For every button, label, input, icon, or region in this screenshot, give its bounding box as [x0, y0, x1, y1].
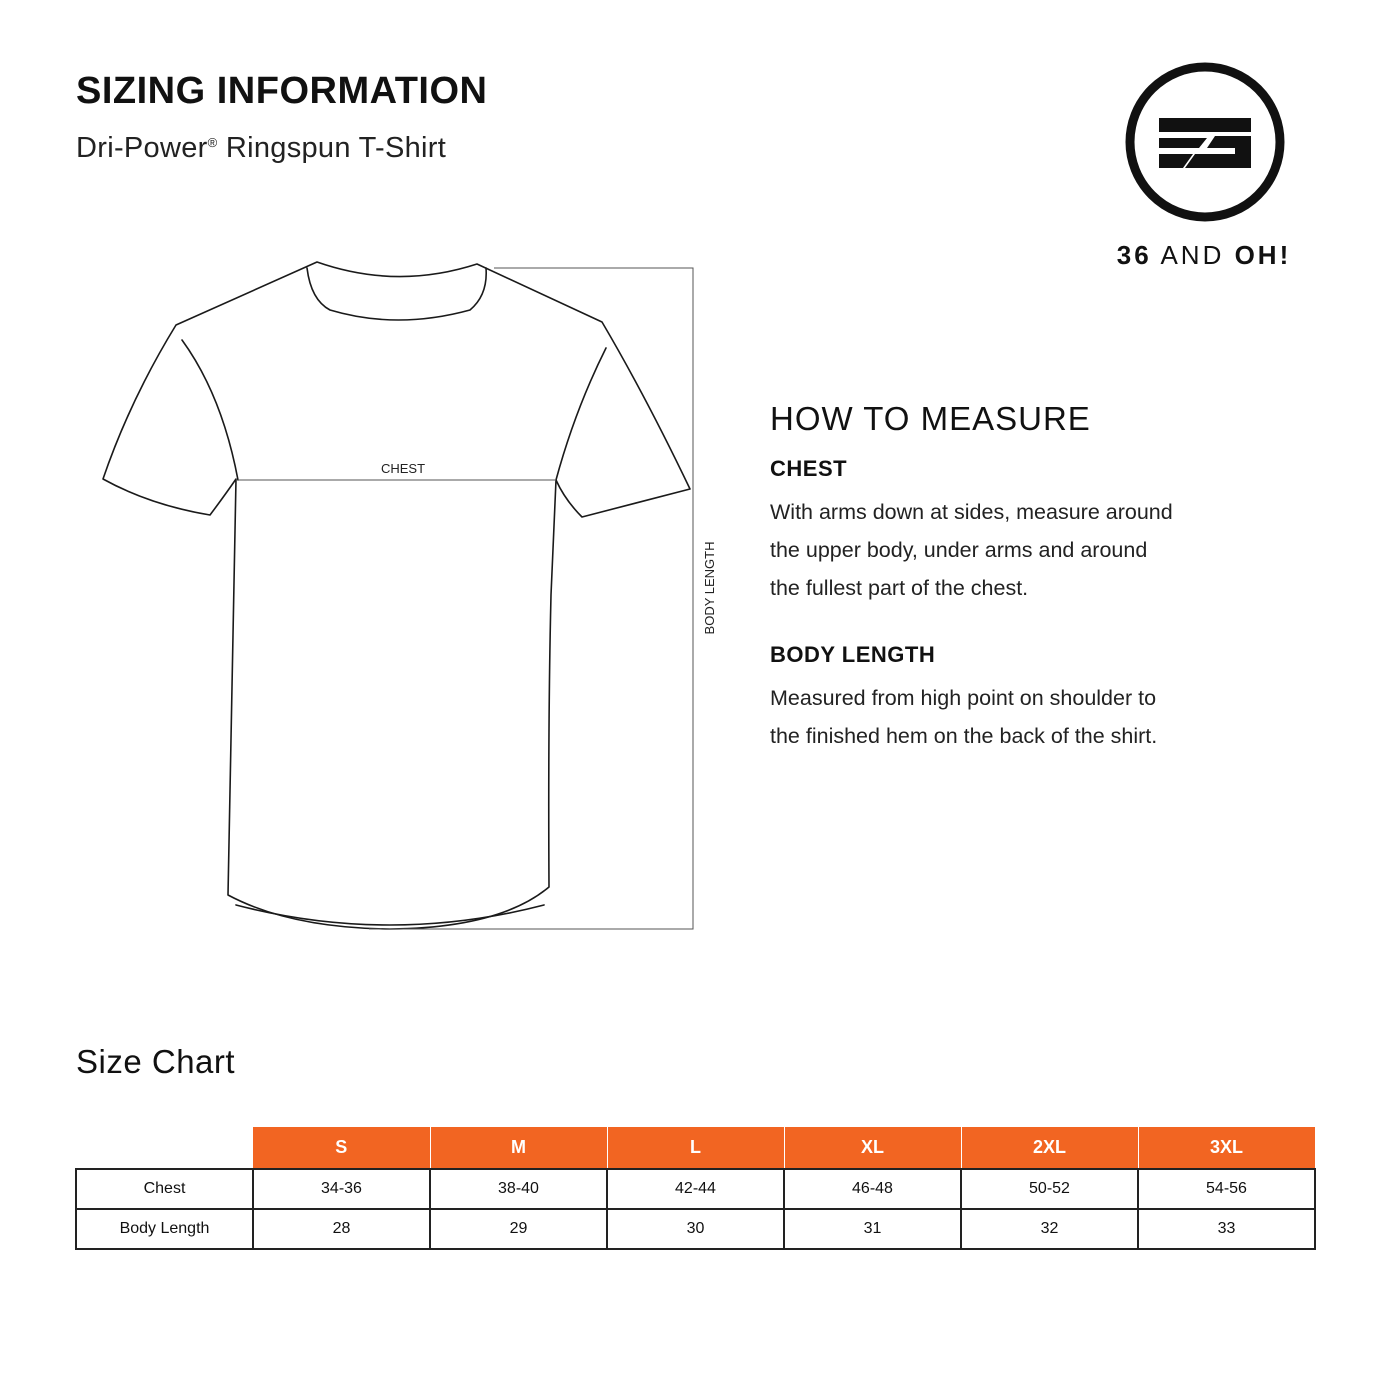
brand-logo: [1090, 60, 1318, 275]
size-chart-title: Size Chart: [76, 1043, 236, 1080]
body-length-label: BODY LENGTH: [702, 541, 717, 635]
size-header-l: L: [607, 1127, 784, 1169]
row-label-chest: Chest: [76, 1169, 253, 1209]
subtitle-product-name: Dri-Power: [76, 132, 208, 164]
chest-instruction-line: With arms down at sides, measure around: [770, 500, 1173, 524]
chest-label: CHEST: [380, 461, 426, 476]
row-label-body-length: Body Length: [76, 1209, 253, 1249]
logo-wordmark: [1090, 240, 1318, 270]
chest-instruction-line: the upper body, under arms and around: [770, 538, 1148, 562]
table-row: [76, 1169, 1315, 1209]
table-cell: 30: [607, 1209, 784, 1249]
size-header-3xl: 3XL: [1138, 1127, 1315, 1169]
chest-instructions: [770, 493, 1290, 607]
tshirt-hem-line: [236, 905, 544, 925]
tshirt-diagram: [95, 255, 735, 945]
table-cell: 32: [961, 1209, 1138, 1249]
registered-mark: ®: [207, 135, 218, 150]
36-and-oh-logo-icon: [1123, 60, 1287, 224]
table-cell: 34-36: [253, 1169, 430, 1209]
how-to-measure-section: [770, 398, 1290, 755]
tshirt-right-sleeve-seam: [556, 348, 606, 480]
logo-wordmark-and: AND: [1151, 240, 1235, 270]
table-cell: 28: [253, 1209, 430, 1249]
size-header-m: M: [430, 1127, 607, 1169]
size-header-empty: [76, 1127, 253, 1169]
table-cell: 42-44: [607, 1169, 784, 1209]
table-cell: 29: [430, 1209, 607, 1249]
logo-wordmark-36: 36: [1116, 240, 1152, 270]
tshirt-left-sleeve-seam: [182, 340, 238, 480]
subtitle-product-type: Ringspun T-Shirt: [217, 132, 447, 164]
body-length-instruction-line: the finished hem on the back of the shirt.: [770, 724, 1158, 748]
table-cell: 50-52: [961, 1169, 1138, 1209]
body-length-instruction-line: Measured from high point on shoulder to: [770, 686, 1157, 710]
size-header-row: [76, 1127, 1315, 1169]
table-cell: 38-40: [430, 1169, 607, 1209]
how-to-measure-heading: HOW TO MEASURE: [770, 400, 1091, 437]
tshirt-outline: [103, 262, 690, 929]
table-cell: 33: [1138, 1209, 1315, 1249]
size-header-2xl: 2XL: [961, 1127, 1138, 1169]
size-chart-table: [75, 1127, 1316, 1250]
table-cell: 46-48: [784, 1169, 961, 1209]
product-subtitle: [76, 124, 446, 167]
size-header-s: S: [253, 1127, 430, 1169]
body-length-measure-line: [369, 268, 693, 929]
chest-heading: CHEST: [770, 456, 848, 481]
page-title: SIZING INFORMATION: [76, 70, 488, 112]
table-row: [76, 1209, 1315, 1249]
table-cell: 31: [784, 1209, 961, 1249]
table-cell: 54-56: [1138, 1169, 1315, 1209]
logo-wordmark-oh: OH!: [1234, 240, 1292, 270]
chest-instruction-line: the fullest part of the chest.: [770, 576, 1029, 600]
body-length-heading: BODY LENGTH: [770, 642, 936, 667]
size-header-xl: XL: [784, 1127, 961, 1169]
body-length-instructions: [770, 679, 1290, 755]
